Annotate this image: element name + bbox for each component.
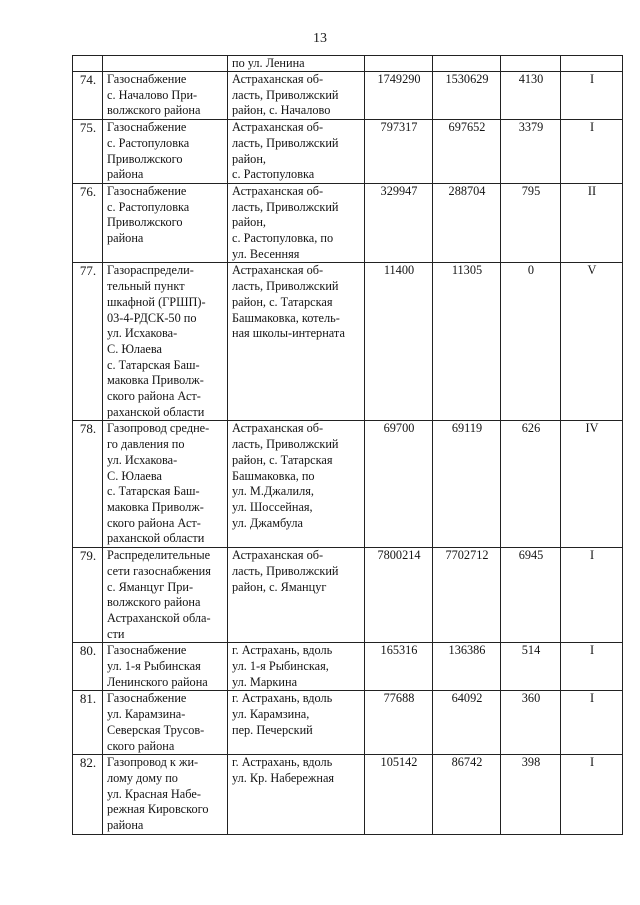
value-cell	[501, 56, 561, 72]
value-cell	[433, 56, 501, 72]
value-3: 360	[501, 691, 561, 755]
table-row	[73, 263, 623, 421]
facility-name: Газоснабжение с. Растопуловка Приволжского района	[103, 183, 228, 263]
value-1: 165316	[365, 643, 433, 691]
facility-location: г. Астрахань, вдоль ул. Карамзина, пер. Печерский	[228, 691, 365, 755]
facility-name: Газопровод к жи- лому дому по ул. Красная Набе- режная Кировского района	[103, 755, 228, 835]
facility-name: Газоснабжение ул. Карамзина- Северская Трусов- ского района	[103, 691, 228, 755]
category: I	[561, 643, 623, 691]
value-3: 626	[501, 421, 561, 548]
row-number: 79.	[73, 548, 103, 643]
facility-location: Астраханская об- ласть, Приволжский район, с. Татарская Башмаковка, по ул. М.Джалиля, ул. Шоссейная, ул. Джамбула	[228, 421, 365, 548]
value-1: 7800214	[365, 548, 433, 643]
value-3: 4130	[501, 72, 561, 120]
value-1: 77688	[365, 691, 433, 755]
category: II	[561, 183, 623, 263]
row-number: 77.	[73, 263, 103, 421]
facility-location: г. Астрахань, вдоль ул. Кр. Набережная	[228, 755, 365, 835]
value-3: 6945	[501, 548, 561, 643]
value-1: 105142	[365, 755, 433, 835]
table-row	[73, 72, 623, 120]
facility-name: Газоснабжение ул. 1-я Рыбинская Ленинского района	[103, 643, 228, 691]
row-number: 76.	[73, 183, 103, 263]
row-number: 80.	[73, 643, 103, 691]
category: I	[561, 691, 623, 755]
table-row	[73, 183, 623, 263]
value-2: 136386	[433, 643, 501, 691]
num-cell	[73, 56, 103, 72]
value-2: 64092	[433, 691, 501, 755]
name-cell	[103, 56, 228, 72]
row-number: 74.	[73, 72, 103, 120]
facility-location: Астраханская об- ласть, Приволжский район, с. Началово	[228, 72, 365, 120]
facility-location: Астраханская об- ласть, Приволжский район, с. Яманцуг	[228, 548, 365, 643]
row-number: 81.	[73, 691, 103, 755]
row-number: 82.	[73, 755, 103, 835]
category: IV	[561, 421, 623, 548]
facility-location: Астраханская об- ласть, Приволжский район, с. Растопуловка	[228, 120, 365, 184]
facility-location: Астраханская об- ласть, Приволжский район, с. Татарская Башмаковка, котель- ная школы-интерната	[228, 263, 365, 421]
facility-name: Газопровод средне- го давления по ул. Исхакова- С. Юлаева с. Татарская Баш- маковка Приволж- ского района Аст- раханской области	[103, 421, 228, 548]
table-row	[73, 421, 623, 548]
value-1: 11400	[365, 263, 433, 421]
table-row	[73, 755, 623, 835]
continuation-row	[73, 56, 623, 72]
facility-name: Газоснабжение с. Растопуловка Приволжского района	[103, 120, 228, 184]
row-number: 75.	[73, 120, 103, 184]
facility-name: Распределительные сети газоснабжения с. Яманцуг При- волжского района Астраханской обла- сти	[103, 548, 228, 643]
value-2: 697652	[433, 120, 501, 184]
category: I	[561, 755, 623, 835]
gas-facilities-table	[72, 55, 623, 835]
value-1: 1749290	[365, 72, 433, 120]
category: I	[561, 120, 623, 184]
page-number: 13	[313, 31, 327, 46]
value-3: 795	[501, 183, 561, 263]
value-1: 329947	[365, 183, 433, 263]
value-3: 0	[501, 263, 561, 421]
table-row	[73, 548, 623, 643]
facility-name: Газораспредели- тельный пункт шкафной (ГРШП)- 03-4-РДСК-50 по ул. Исхакова- С. Юлаева с. Татарская Баш- маковка Приволж- ского района Аст- раханской области	[103, 263, 228, 421]
category: I	[561, 548, 623, 643]
value-2: 86742	[433, 755, 501, 835]
facility-location: г. Астрахань, вдоль ул. 1-я Рыбинская, ул. Маркина	[228, 643, 365, 691]
facility-name: Газоснабжение с. Началово При- волжского района	[103, 72, 228, 120]
category: I	[561, 72, 623, 120]
table-row	[73, 120, 623, 184]
value-3: 3379	[501, 120, 561, 184]
value-2: 1530629	[433, 72, 501, 120]
value-2: 11305	[433, 263, 501, 421]
row-number: 78.	[73, 421, 103, 548]
value-1: 69700	[365, 421, 433, 548]
value-cell	[365, 56, 433, 72]
table-row	[73, 643, 623, 691]
location-cell: по ул. Ленина	[228, 56, 365, 72]
facility-location: Астраханская об- ласть, Приволжский район, с. Растопуловка, по ул. Весенняя	[228, 183, 365, 263]
value-1: 797317	[365, 120, 433, 184]
category: V	[561, 263, 623, 421]
value-3: 398	[501, 755, 561, 835]
value-2: 7702712	[433, 548, 501, 643]
value-2: 69119	[433, 421, 501, 548]
table-row	[73, 691, 623, 755]
value-2: 288704	[433, 183, 501, 263]
value-3: 514	[501, 643, 561, 691]
category-cell	[561, 56, 623, 72]
